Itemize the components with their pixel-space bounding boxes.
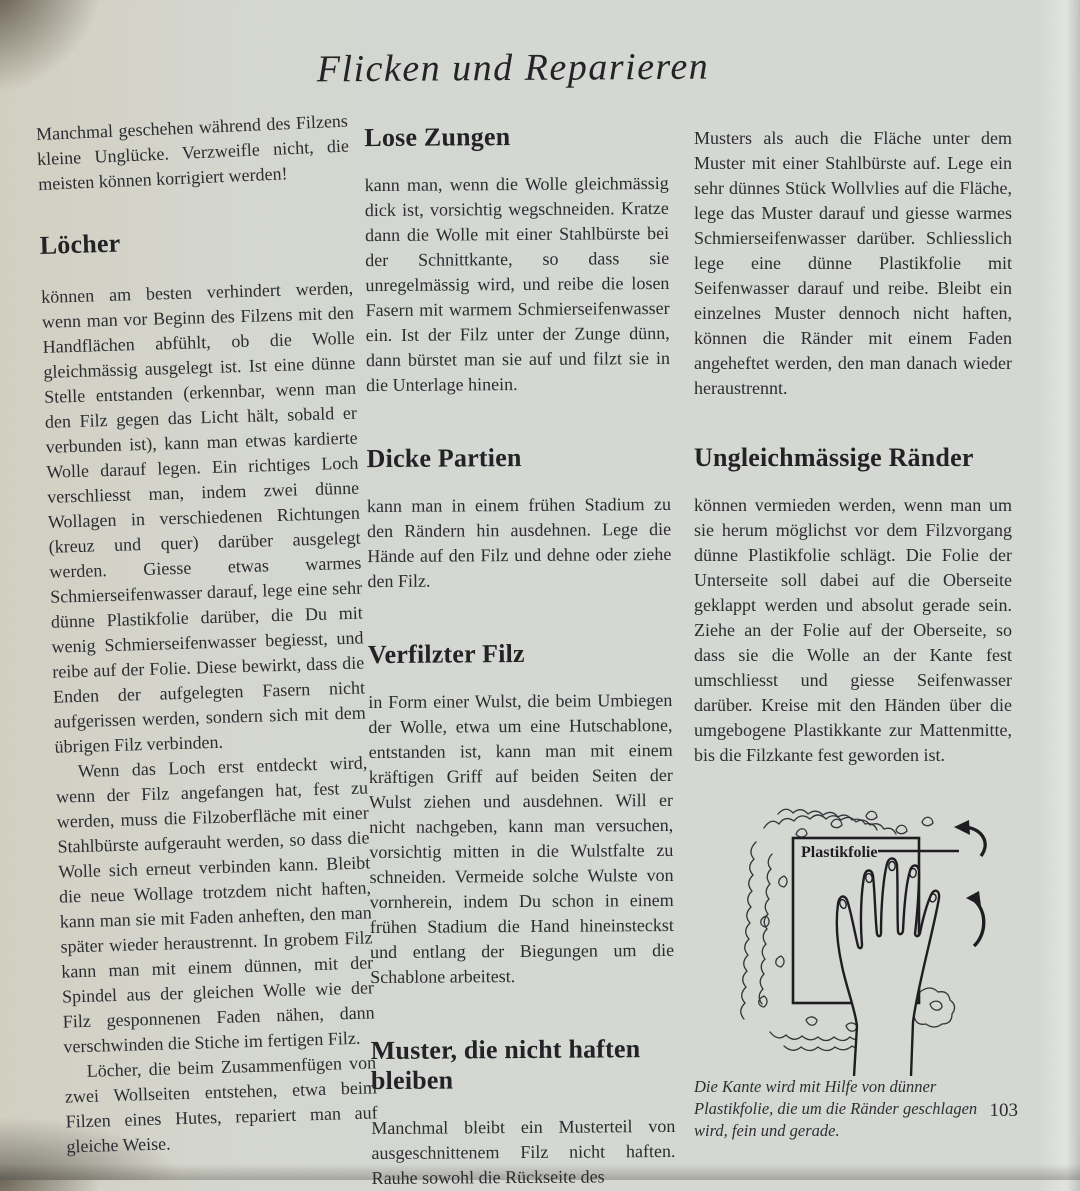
section-verfilzter-filz: [368, 638, 674, 990]
foil-label: Plastikfolie: [801, 844, 878, 861]
heading-ungleichmaessige-raender: Ungleichmässige Ränder: [694, 443, 974, 472]
plastic-foil-hand-drawing: [736, 794, 998, 1076]
body-paragraph: Manchmal bleibt ein Musterteil von ausgeschnittenem Filz nicht haften. Rauhe sowohl die Rückseite des: [371, 1115, 676, 1189]
intro-paragraph: Manchmal geschehen während des Filzens kleine Unglücke. Verzweifle nicht, die meisten können korrigiert werden!: [35, 110, 350, 195]
body-paragraph: können am besten verhindert werden, wenn man vor Beginn des Filzens mit den Handflächen abfühlt, ob die Wolle gleichmässig ausgelegt ist. Ist eine dünne Stelle entstanden (erkennbar, wenn man den Filz gegen das Licht hält, sobald er verbunden ist), kann man etwas kardierte Wolle darauf legen. Ein richtiges Loch verschliesst man, indem zwei dünne Wollagen in verschiedenen Richtungen (kreuz und quer) darüber ausgelegt werden. Giesse etwas warmes Schmierseifenwasser darauf, lege eine sehr dünne Plastikfolie darüber, die Du mit wenig Schmierseifenwasser begiesst, und reibe auf der Folie. Diese bewirkt, dass die Enden der aufgelegten Fasern nicht aufgerissen werden, sondern sich mit dem übrigen Filz verbinden.: [40, 277, 367, 757]
body-paragraph: Musters als auch die Fläche unter dem Muster mit einer Stahlbürste auf. Lege ein sehr dünnes Stück Wollvlies auf die Fläche, lege das Muster darauf und giesse warmes Schmierseifenwasser darüber. Schliesslich lege eine dünne Plastikfolie mit Seifenwasser darauf und reibe. Bleibt ein einzelnes Muster dennoch nicht haften, können die Ränder mit einem Faden angeheftet werden, den man danach wieder heraustrennt.: [694, 128, 1012, 398]
column-left: [36, 111, 379, 1160]
hand-drawing: [837, 858, 939, 1076]
section-muster: [371, 1034, 676, 1191]
section-dicke-partien: [367, 442, 672, 594]
body-paragraph: in Form einer Wulst, die beim Umbiegen der Wolle, etwa um eine Hutschablone, entstanden ist, kann man mit einem kräftigen Griff auf beiden Seiten der Wulst ziehen und ausdehnen. Will er nicht nachgeben, kann man versuchen, vorsichtig mitten in die Wulstfalte zu schneiden. Vermeide solche Wulste von vornherein, indem Du schon in einem frühen Stadium die Hand hineinsteckst und entlang der Biegungen um die Schablone arbeitest.: [368, 689, 675, 988]
body-paragraph: Wenn das Loch erst entdeckt wird, wenn der Filz angefangen hat, fest zu werden, muss die Filzoberfläche mit einer Stahlbürste aufgerauht werden, so dass die Wolle sich erneut verbinden kann. Bleibt die neue Wollage trotzdem nicht haften, kann man sie mit Faden anheften, den man später wieder heraustrennt. In grobem Filz kann man mit einem dünnen, mit der Spindel aus der gleichen Wolle wie der Filz gesponnenen Faden nähen, dann verschwinden die Stiche im fertigen Filz.: [55, 752, 375, 1057]
body-paragraph: kann man in einem frühen Stadium zu den Rändern hin ausdehnen. Lege die Hände auf den Filz und dehne oder ziehe den Filz.: [366, 493, 672, 592]
figure-caption: Die Kante wird mit Hilfe von dünner Plastikfolie, die um die Ränder geschlagen wird, fein und gerade.: [694, 1077, 978, 1140]
heading-loecher: Löcher: [39, 228, 121, 260]
body-paragraph: Löcher, die beim Zusammenfügen von zwei Wollseiten entstehen, etwa beim Filzen eines Hutes, repariert man auf gleiche Weise.: [64, 1052, 378, 1157]
column-right: [694, 126, 1012, 1142]
body-paragraph: kann man, wenn die Wolle gleichmässig dick ist, vorsichtig wegschneiden. Kratze dann die Wolle mit einer Stahlbürste bei der Schnittkante, so dass sie unregelmässig wird, und reibe die losen Fasern mit warmem Schmierseifenwasser ein. Ist der Filz unter der Zunge dünn, dann bürstet man sie auf und filzt sie in die Unterlage hinein.: [364, 172, 670, 396]
column-middle: [364, 121, 675, 1191]
heading-dicke-partien: Dicke Partien: [366, 442, 522, 474]
body-paragraph: können vermieden werden, wenn man um sie herum möglichst vor dem Filzvorgang dünne Plastikfolie schlägt. Die Folie der Unterseite soll dabei auf die Oberseite geklappt werden und absolut gerade sein. Ziehe an der Folie auf der Oberseite, so dass sie die Wolle an der Kante fest umschliesst und giesse Seifenwasser darüber. Kreise mit den Händen über die umgebogene Plastikkante zur Mattenmitte, bis die Filzkante fest geworden ist.: [694, 495, 1012, 765]
heading-lose-zungen: Lose Zungen: [364, 122, 511, 153]
section-lose-zungen: [364, 121, 670, 398]
fold-arrow-top-head: [954, 820, 970, 835]
fold-arrow-right: [974, 900, 984, 946]
fold-arrow-right-head: [966, 891, 981, 906]
heading-muster: Muster, die nicht haften bleiben: [370, 1034, 641, 1096]
heading-verfilzter-filz: Verfilzter Filz: [367, 638, 525, 670]
page-title: Flicken und Reparieren: [316, 45, 710, 91]
felting-illustration: [736, 794, 998, 1076]
page-number: 103: [989, 1100, 1018, 1121]
